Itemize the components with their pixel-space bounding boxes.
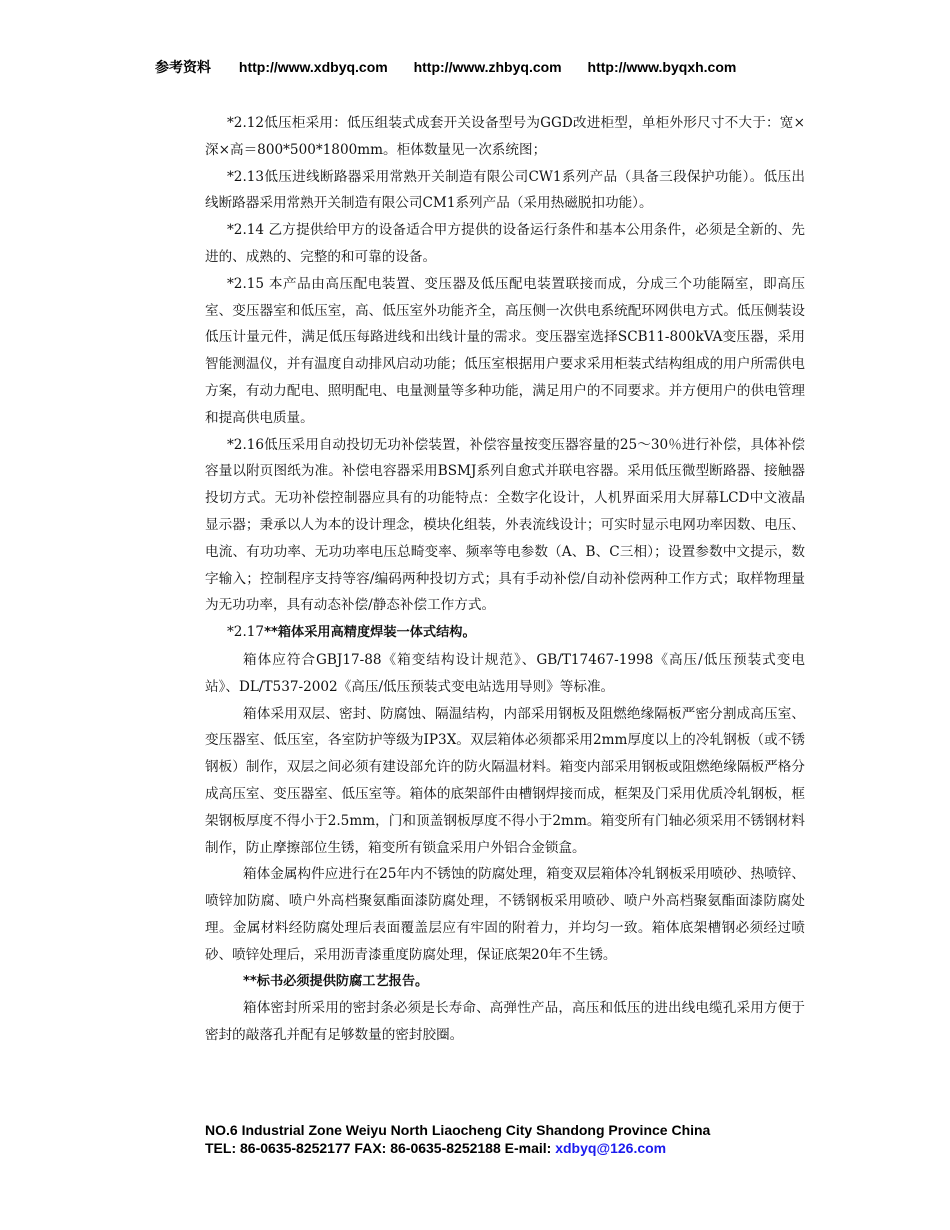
header-label: 参考资料 bbox=[155, 59, 211, 75]
header-link-byqxh[interactable]: http://www.byqxh.com bbox=[587, 59, 737, 75]
note-anticorrosion-report: **标书必须提供防腐工艺报告。 bbox=[243, 973, 429, 989]
footer-email-link[interactable]: xdbyq@126.com bbox=[555, 1140, 667, 1156]
section-number: *2.17 bbox=[227, 624, 265, 641]
paragraph-standards: 箱体应符合GBJ17-88《箱变结构设计规范》、GB/T17467-1998《高压/低压预装式变电站》、DL/T537-2002《高压/低压预装式变电站选用导则》等标准。 bbox=[205, 651, 805, 695]
paragraph-2-17 bbox=[205, 619, 805, 647]
paragraph-structure: 箱体采用双层、密封、防腐蚀、隔温结构，内部采用钢板及阻燃绝缘隔板严密分割成高压室、变压器室、低压室，各室防护等级为IP3X。双层箱体必须都采用2mm厚度以上的冷轧钢板（或不锈钢板）制作，双层之间必须有建设部允许的防火隔温材料。箱变内部采用钢板或阻燃绝缘隔板严格分成高压室、变压器室、低压室等。箱体的底架部件由槽钢焊接而成，框架及门采用优质冷轧钢板，框架钢板厚度不得小于2.5mm，门和顶盖钢板厚度不得小于2mm。箱变所有门轴必须采用不锈钢材料制作，防止摩擦部位生锈，箱变所有锁盒采用户外铝合金锁盒。 bbox=[205, 705, 805, 856]
header-link-zhbyq[interactable]: http://www.zhbyq.com bbox=[413, 59, 562, 75]
page-header bbox=[155, 57, 758, 77]
paragraph-2-15: *2.15 本产品由高压配电装置、变压器及低压配电装置联接而成，分成三个功能隔室，即高压室、变压器室和低压室，高、低压室外功能齐全，高压侧一次供电系统配环网供电方式。低压侧装设低压计量元件，满足低压每路进线和出线计量的需求。变压器室选择SCB11-800kVA变压器，采用智能测温仪，并有温度自动排风启动功能；低压室根据用户要求采用柜装式结构组成的用户所需供电方案，有动力配电、照明配电、电量测量等多种功能，满足用户的不同要求。并方便用户的供电管理和提高供电质量。 bbox=[205, 275, 805, 426]
footer-address: NO.6 Industrial Zone Weiyu North Liaocheng City Shandong Province China bbox=[205, 1122, 711, 1138]
paragraph-2-13: *2.13低压进线断路器采用常熟开关制造有限公司CW1系列产品（具备三段保护功能）。低压出线断路器采用常熟开关制造有限公司CM1系列产品（采用热磁脱扣功能）。 bbox=[205, 168, 805, 212]
paragraph-2-16: *2.16低压采用自动投切无功补偿装置，补偿容量按变压器容量的25～30％进行补偿，具体补偿容量以附页图纸为准。补偿电容器采用BSMJ系列自愈式并联电容器。采用低压微型断路器、接触器投切方式。无功补偿控制器应具有的功能特点：全数字化设计，人机界面采用大屏幕LCD中文液晶显示器；秉承以人为本的设计理念，模块化组装，外表流线设计；可实时显示电网功率因数、电压、电流、有功功率、无功功率电压总畸变率、频率等电参数（A、B、C三相）；设置参数中文提示，数字输入；控制程序支持等容/编码两种投切方式；具有手动补偿/自动补偿两种工作方式；取样物理量为无功功率，具有动态补偿/静态补偿工作方式。 bbox=[205, 436, 805, 614]
footer-phone-fax: TEL: 86-0635-8252177 FAX: 86-0635-8252188 E-mail: bbox=[205, 1140, 556, 1156]
paragraph-2-14: *2.14 乙方提供给甲方的设备适合甲方提供的设备运行条件和基本公用条件，必须是全新的、先进的、成熟的、完整的和可靠的设备。 bbox=[205, 222, 805, 265]
header-link-xdbyq[interactable]: http://www.xdbyq.com bbox=[238, 59, 388, 75]
section-heading: **箱体采用高精度焊装一体式结构。 bbox=[264, 625, 476, 641]
page-footer bbox=[205, 1121, 710, 1157]
document-body bbox=[205, 110, 805, 1049]
paragraph-2-12: *2.12低压柜采用：低压组装式成套开关设备型号为GGD改进柜型，单柜外形尺寸不大于：宽×深×高＝800*500*1800mm。柜体数量见一次系统图； bbox=[205, 115, 805, 158]
paragraph-anticorrosion: 箱体金属构件应进行在25年内不锈蚀的防腐处理，箱变双层箱体冷轧钢板采用喷砂、热喷锌、喷锌加防腐、喷户外高档聚氨酯面漆防腐处理，不锈钢板采用喷砂、喷户外高档聚氨酯面漆防腐处理。金属材料经防腐处理后表面覆盖层应有牢固的附着力，并均匀一致。箱体底架槽钢必须经过喷砂、喷锌处理后，采用沥青漆重度防腐处理，保证底架20年不生锈。 bbox=[205, 866, 805, 963]
footer-contact bbox=[205, 1139, 710, 1157]
paragraph-sealing: 箱体密封所采用的密封条必须是长寿命、高弹性产品，高压和低压的进出线电缆孔采用方便于密封的敲落孔并配有足够数量的密封胶圈。 bbox=[205, 1000, 805, 1044]
